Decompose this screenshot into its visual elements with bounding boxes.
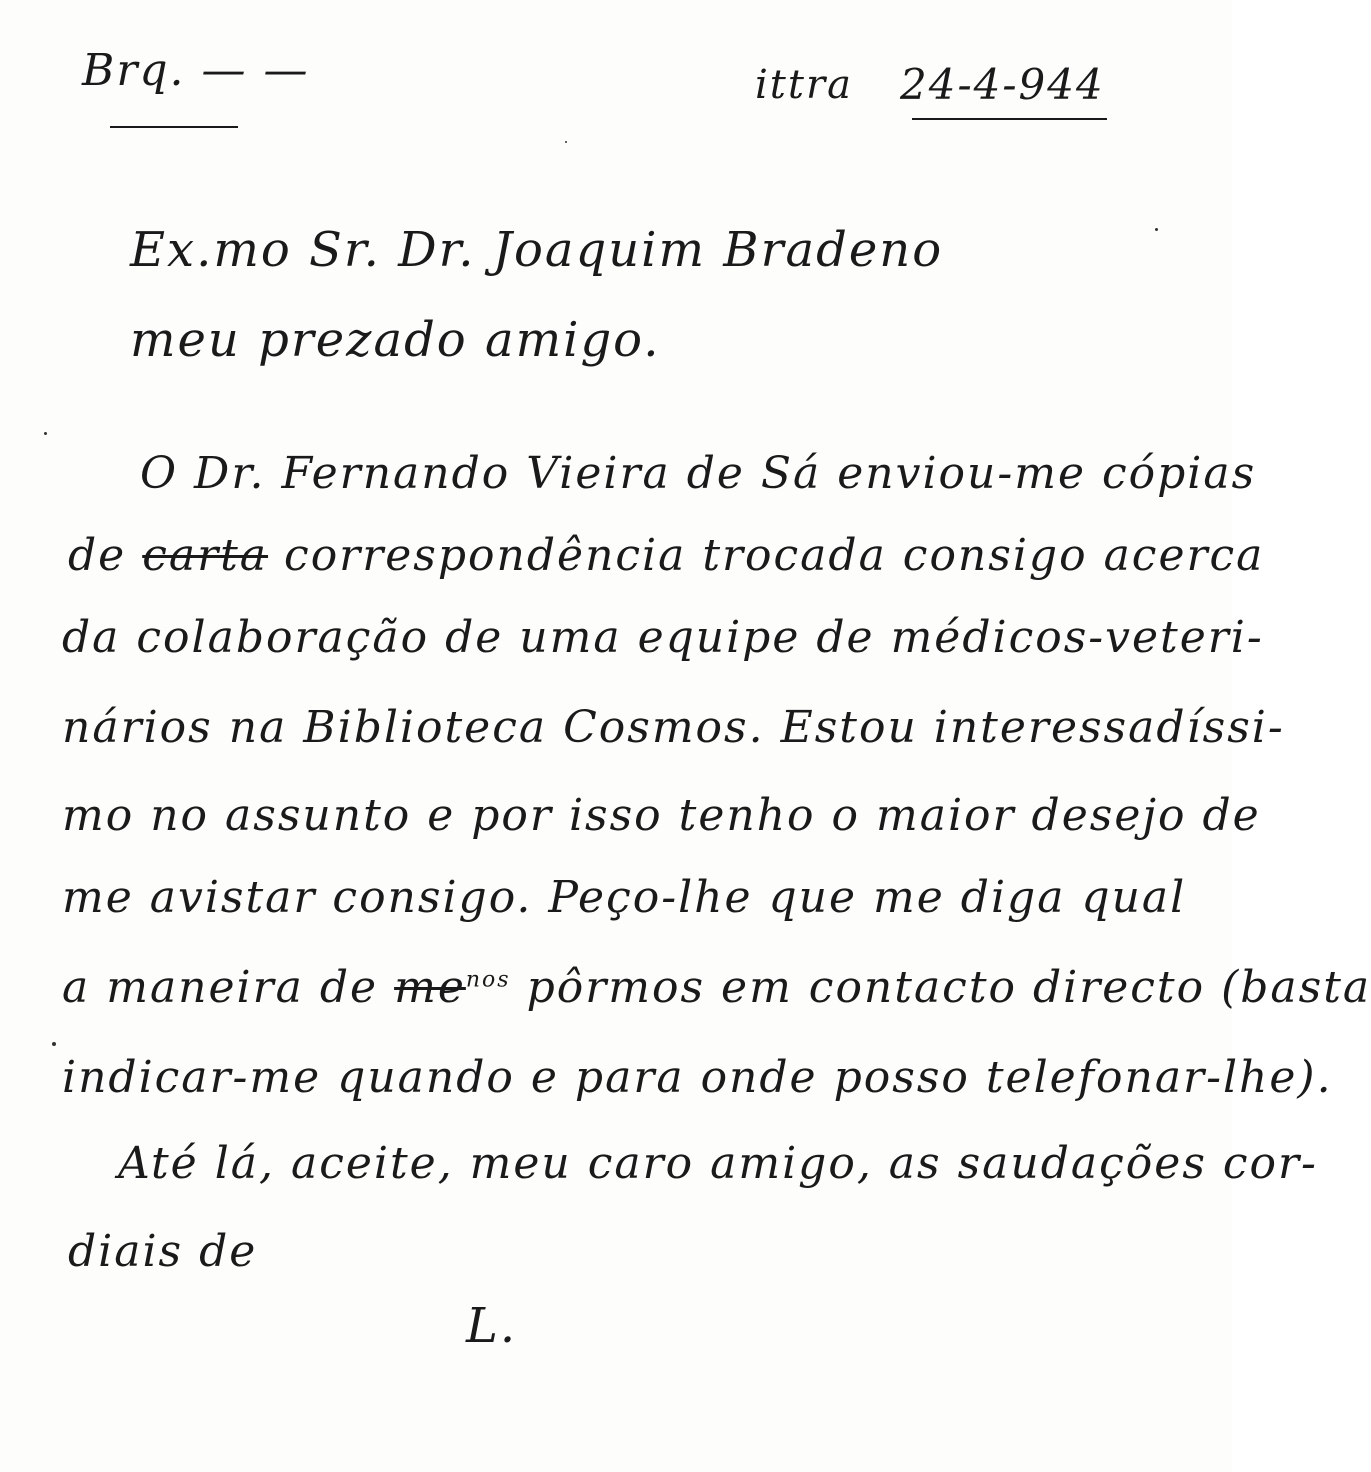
reference-mark: Brq. — — [82, 45, 310, 96]
body-line-7 [62, 962, 1371, 1013]
struck-word: carta [142, 530, 269, 581]
body-line-9: Até lá, aceite, meu caro amigo, as saudações cor- [118, 1138, 1318, 1189]
signature-initial: L. [466, 1298, 518, 1354]
body-line-2-rest: correspondência trocada consigo acerca [284, 530, 1265, 581]
body-line-6: me avistar consigo. Peço-lhe que me diga qual [62, 872, 1187, 923]
struck-pronoun: me [394, 962, 466, 1013]
body-line-2 [68, 530, 1264, 581]
body-line-4: nários na Biblioteca Cosmos. Estou interessadíssi- [62, 702, 1285, 753]
scan-speck [1155, 228, 1158, 231]
letter-date: 24-4-944 [900, 60, 1105, 109]
body-line-8: indicar-me quando e para onde posso telefonar-lhe). [62, 1052, 1333, 1103]
inserted-pronoun: nos [465, 967, 511, 993]
body-line-5: mo no assunto e por isso tenho o maior desejo de [62, 790, 1261, 841]
date-underline [912, 118, 1107, 120]
body-line-3: da colaboração de uma equipe de médicos-veteri- [62, 612, 1264, 663]
scan-speck [565, 141, 567, 143]
salutation-address: Ex.mo Sr. Dr. Joaquim Bradeno [130, 222, 944, 278]
body-line-1: O Dr. Fernando Vieira de Sá enviou-me cópias [140, 448, 1257, 499]
salutation-greeting: meu prezado amigo. [130, 312, 661, 368]
reference-underline [110, 126, 238, 128]
place-prefix: ittra [755, 62, 853, 108]
scan-speck [44, 432, 47, 435]
body-line-7-prefix: a maneira de [62, 962, 379, 1013]
scan-speck [52, 1042, 56, 1046]
body-line-7-rest: pôrmos em contacto directo (basta [526, 962, 1371, 1013]
body-line-10: diais de [68, 1226, 258, 1277]
body-line-2-prefix: de [68, 530, 127, 581]
